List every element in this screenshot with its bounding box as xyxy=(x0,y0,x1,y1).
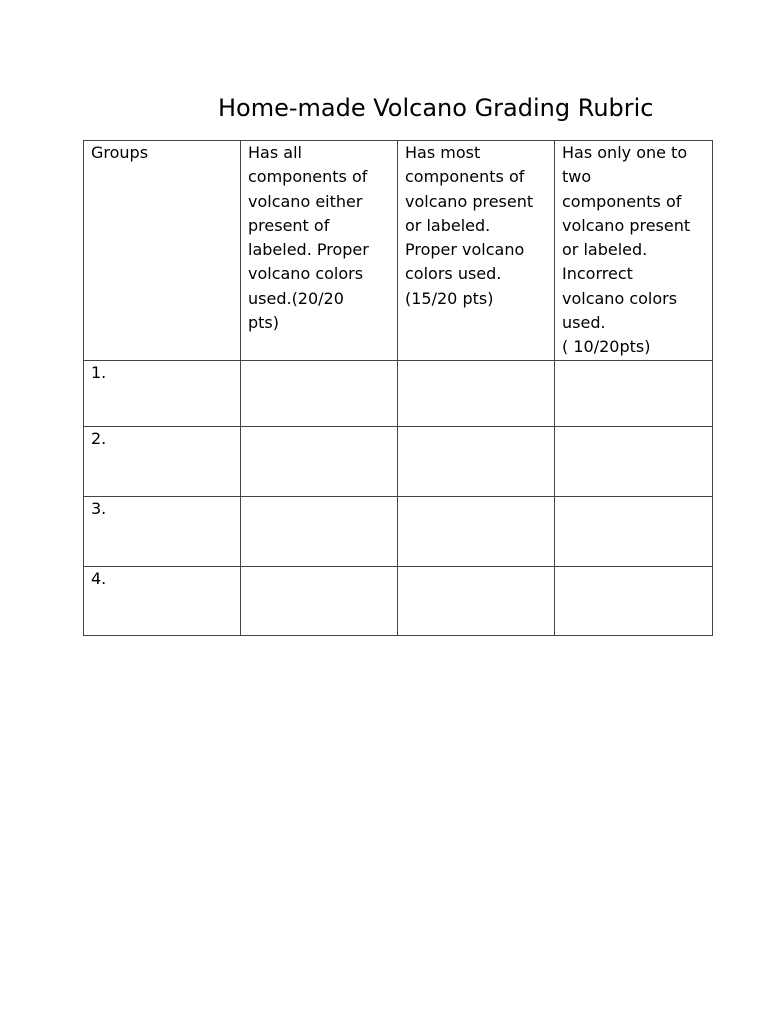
table-header-row xyxy=(84,141,713,361)
grading-rubric-table xyxy=(83,140,713,636)
table-row xyxy=(84,426,713,496)
score-cell[interactable] xyxy=(398,426,555,496)
criterion-line: volcano either xyxy=(248,191,363,211)
group-label-cell: 2. xyxy=(84,426,241,496)
score-cell[interactable] xyxy=(241,360,398,426)
criterion-full-credit-cell xyxy=(241,141,398,361)
table-row xyxy=(84,566,713,635)
criterion-line: Proper volcano xyxy=(405,240,525,260)
score-cell[interactable] xyxy=(241,426,398,496)
table-row xyxy=(84,496,713,566)
score-cell[interactable] xyxy=(555,496,713,566)
criterion-line: used. xyxy=(562,313,606,333)
page-title: Home-made Volcano Grading Rubric xyxy=(218,94,654,122)
criterion-line: two xyxy=(562,167,592,187)
criterion-line: labeled. Proper xyxy=(248,240,369,260)
groups-header-label: Groups xyxy=(91,143,149,162)
criterion-line: (15/20 pts) xyxy=(405,288,494,308)
score-cell[interactable] xyxy=(241,496,398,566)
criterion-line: Has only one to xyxy=(562,143,688,162)
criterion-line: present of xyxy=(248,215,330,235)
score-cell[interactable] xyxy=(241,566,398,635)
criterion-line: volcano colors xyxy=(562,288,678,308)
group-label-cell: 3. xyxy=(84,496,241,566)
criterion-partial-credit-cell xyxy=(398,141,555,361)
table-row xyxy=(84,360,713,426)
criterion-line: components of xyxy=(405,167,525,187)
criterion-line: or labeled. xyxy=(405,215,491,235)
score-cell[interactable] xyxy=(398,496,555,566)
criterion-line: ( 10/20pts) xyxy=(562,337,651,357)
score-cell[interactable] xyxy=(398,360,555,426)
score-cell[interactable] xyxy=(398,566,555,635)
group-label-cell: 1. xyxy=(84,360,241,426)
criterion-line: volcano present xyxy=(405,191,534,211)
criterion-line: pts) xyxy=(248,313,280,333)
group-label-cell: 4. xyxy=(84,566,241,635)
criterion-line: Incorrect xyxy=(562,264,633,284)
criterion-low-credit-cell xyxy=(555,141,713,361)
criterion-line: components of xyxy=(562,191,682,211)
score-cell[interactable] xyxy=(555,360,713,426)
groups-header-cell xyxy=(84,141,241,361)
criterion-line: colors used. xyxy=(405,264,502,284)
criterion-line: Has all xyxy=(248,143,302,162)
criterion-line: used.(20/20 xyxy=(248,288,344,308)
score-cell[interactable] xyxy=(555,426,713,496)
criterion-line: volcano colors xyxy=(248,264,364,284)
criterion-line: components of xyxy=(248,167,368,187)
criterion-line: Has most xyxy=(405,143,481,162)
criterion-line: or labeled. xyxy=(562,240,648,260)
score-cell[interactable] xyxy=(555,566,713,635)
criterion-line: volcano present xyxy=(562,215,691,235)
